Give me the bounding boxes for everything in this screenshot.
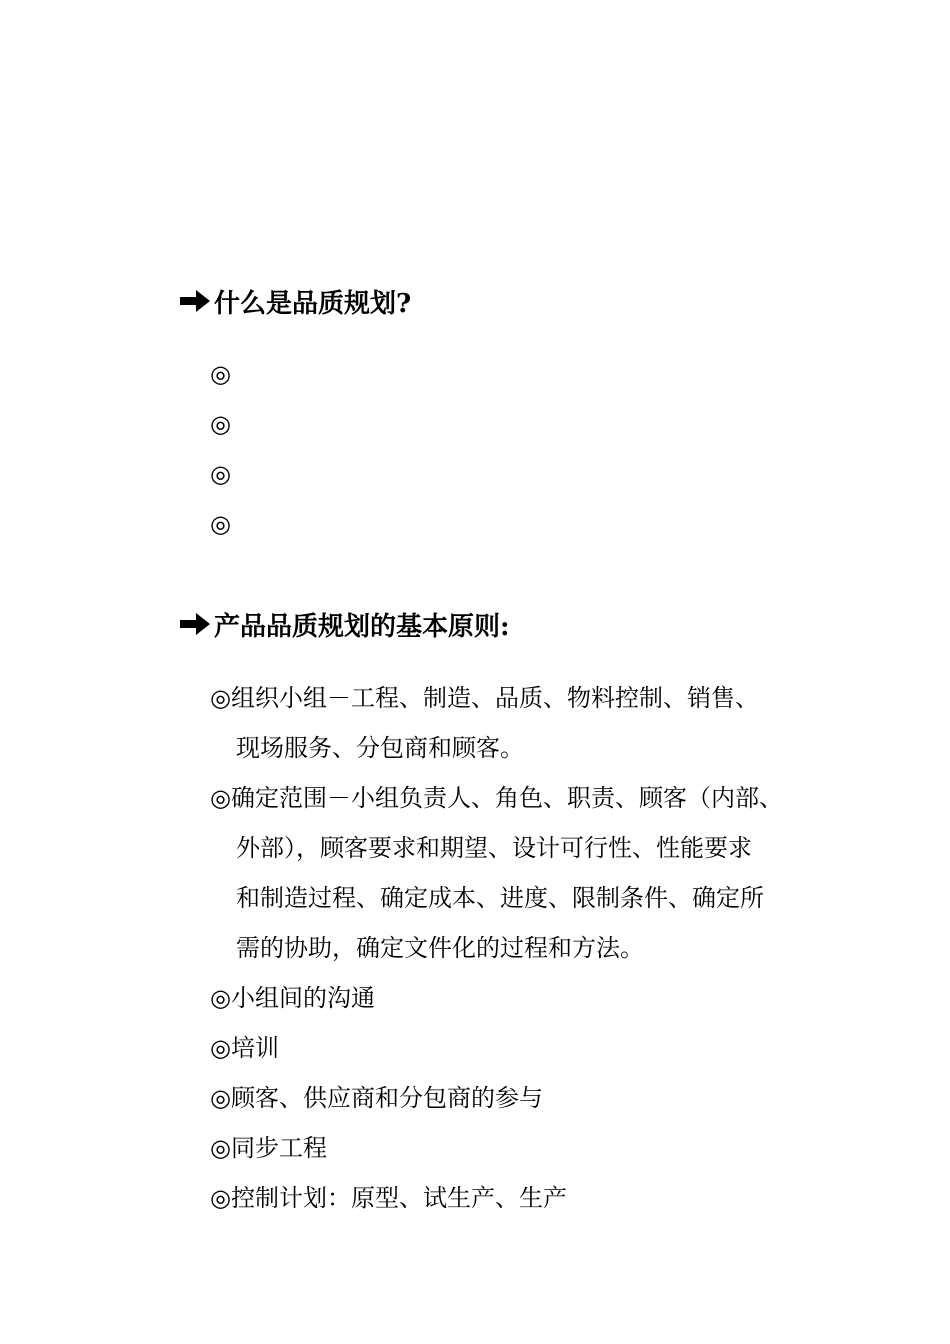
principle-line: 外部），顾客要求和期望、设计可行性、性能要求: [236, 834, 752, 862]
section1-title: 什么是品质规划?: [214, 288, 412, 319]
section2-title: 产品品质规划的基本原则:: [214, 611, 510, 642]
principle-line: 现场服务、分包商和顾客。: [236, 734, 524, 762]
principle-line: 需的协助，确定文件化的过程和方法。: [236, 934, 644, 962]
list-item: [210, 504, 234, 544]
arrow-right-icon: [178, 288, 212, 314]
list-item: [210, 354, 234, 394]
double-circle-bullet-icon: ◎: [210, 510, 231, 538]
principle-line: ◎控制计划：原型、试生产、生产: [210, 1184, 567, 1212]
principle-line: ◎组织小组－工程、制造、品质、物料控制、销售、: [210, 684, 759, 712]
list-item: [210, 454, 234, 494]
principle-line: 和制造过程、确定成本、进度、限制条件、确定所: [236, 884, 764, 912]
double-circle-bullet-icon: ◎: [210, 410, 231, 438]
principle-line: ◎顾客、供应商和分包商的参与: [210, 1084, 543, 1112]
arrow-right-icon: [178, 611, 212, 637]
principle-line: ◎小组间的沟通: [210, 984, 375, 1012]
double-circle-bullet-icon: ◎: [210, 460, 231, 488]
section2-heading: [178, 606, 510, 642]
principle-line: ◎培训: [210, 1034, 279, 1062]
section1-heading: [178, 283, 411, 319]
principle-line: ◎确定范围－小组负责人、角色、职责、顾客（内部、: [210, 784, 783, 812]
double-circle-bullet-icon: ◎: [210, 360, 231, 388]
list-item: [210, 404, 234, 444]
principle-line: ◎同步工程: [210, 1134, 327, 1162]
